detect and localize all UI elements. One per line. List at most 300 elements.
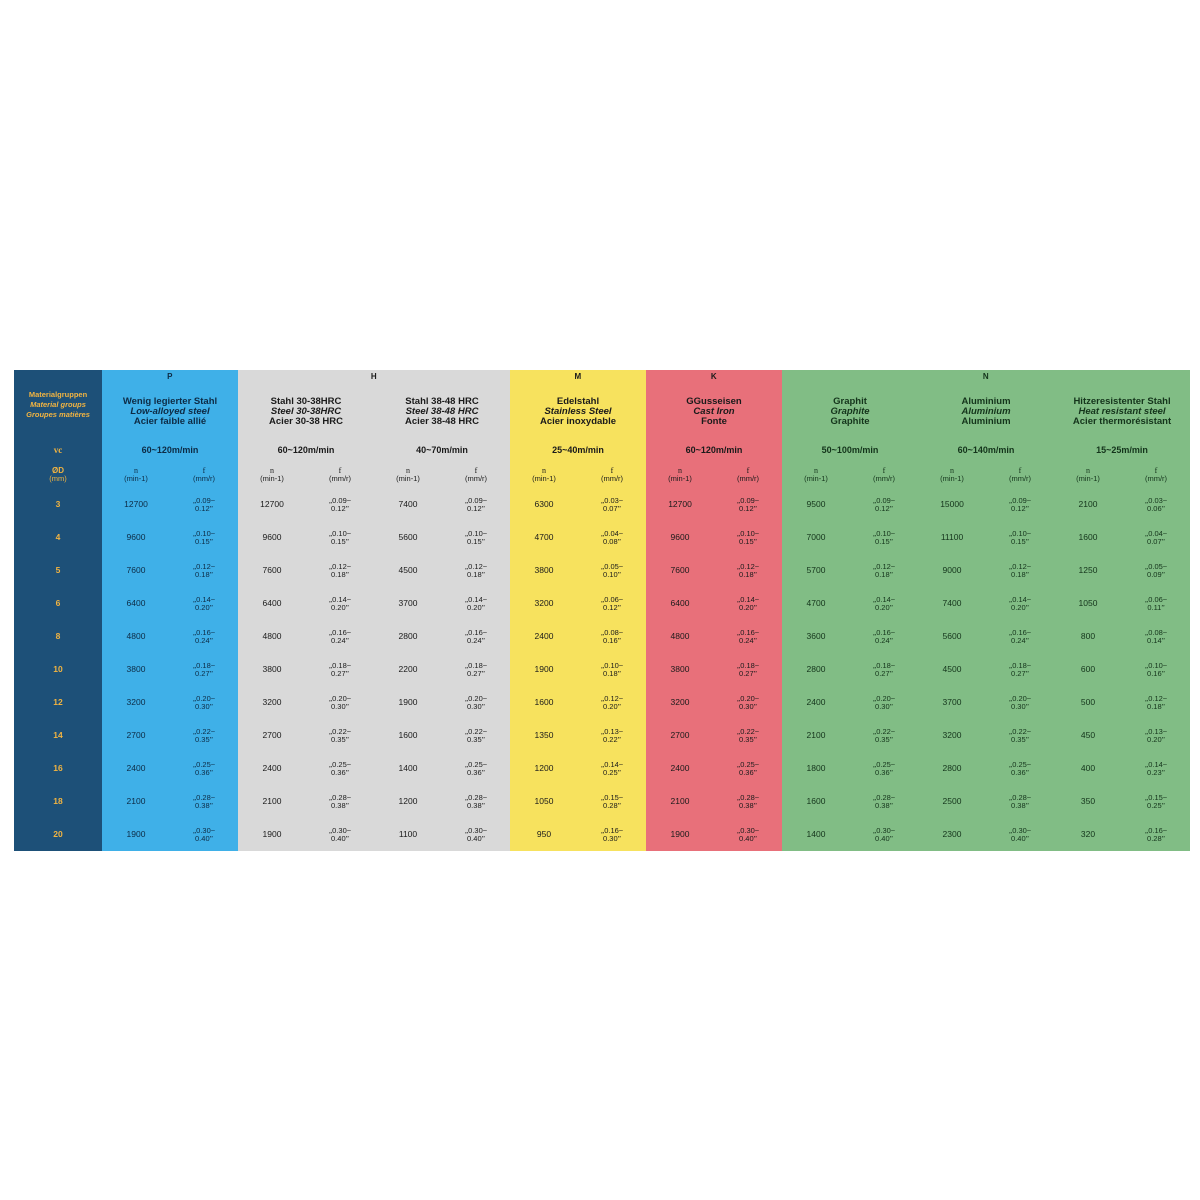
cell-n: 6400 <box>238 587 306 620</box>
cell-n: 2400 <box>102 752 170 785</box>
vc-value-aluminium: 60~140m/min <box>918 440 1054 462</box>
cell-f: „0.10~ 0.15” <box>986 521 1054 554</box>
unit-f-p <box>170 462 238 488</box>
group-name-fr: Acier 30-38 HRC <box>269 415 343 427</box>
group-letter-k: K <box>646 370 782 384</box>
cell-f: „0.10~ 0.16” <box>1122 653 1190 686</box>
cell-f: „0.14~ 0.20” <box>442 587 510 620</box>
cell-f: „0.18~ 0.27” <box>986 653 1054 686</box>
group-name-fr: Graphite <box>830 415 870 427</box>
group-name-fr: Acier 38-48 HRC <box>405 415 479 427</box>
group-name-aluminium <box>918 384 1054 440</box>
f-symbol: f <box>474 465 478 475</box>
cell-n: 5700 <box>782 554 850 587</box>
cell-n: 2800 <box>374 620 442 653</box>
group-name-en: Steel 38-48 HRC <box>405 406 479 418</box>
n-symbol: n <box>950 465 955 475</box>
group-name-de: Edelstahl <box>556 396 600 408</box>
cell-n: 4700 <box>782 587 850 620</box>
cell-n: 400 <box>1054 752 1122 785</box>
cell-f: „0.05~ 0.09” <box>1122 554 1190 587</box>
cell-f: „0.20~ 0.30” <box>714 686 782 719</box>
cell-f: „0.06~ 0.12” <box>578 587 646 620</box>
cell-f: „0.10~ 0.15” <box>442 521 510 554</box>
cell-n: 2200 <box>374 653 442 686</box>
cell-n: 1250 <box>1054 554 1122 587</box>
table-row <box>14 686 1190 719</box>
cell-n: 7600 <box>102 554 170 587</box>
cell-f: „0.18~ 0.27” <box>850 653 918 686</box>
n-symbol: n <box>814 465 819 475</box>
table-row <box>14 818 1190 851</box>
group-name-de: GGusseisen <box>686 396 742 408</box>
group-name-de: Hitzeresistenter Stahl <box>1073 396 1171 408</box>
cell-f: „0.12~ 0.18” <box>850 554 918 587</box>
cell-f: „0.16~ 0.24” <box>306 620 374 653</box>
cell-f: „0.04~ 0.07” <box>1122 521 1190 554</box>
cell-f: „0.30~ 0.40” <box>714 818 782 851</box>
group-name-en: Cast Iron <box>693 406 735 418</box>
f-unit: (mm/r) <box>464 474 488 484</box>
unit-n-steel-38-48 <box>374 462 442 488</box>
n-unit: (min-1) <box>804 474 828 484</box>
cell-f: „0.18~ 0.27” <box>170 653 238 686</box>
cell-f: „0.12~ 0.18” <box>442 554 510 587</box>
cell-f: „0.10~ 0.15” <box>306 521 374 554</box>
cell-n: 11100 <box>918 521 986 554</box>
cutting-speed-row <box>14 440 1190 462</box>
group-name-graphite <box>782 384 918 440</box>
group-name-steel-30-38hrc <box>238 384 374 440</box>
table-row <box>14 521 1190 554</box>
cell-n: 6400 <box>102 587 170 620</box>
table-row <box>14 653 1190 686</box>
row-diameter: 5 <box>14 554 102 587</box>
table-row <box>14 752 1190 785</box>
cell-f: „0.03~ 0.06” <box>1122 488 1190 521</box>
vc-value-p: 60~120m/min <box>102 440 238 462</box>
cell-n: 1900 <box>646 818 714 851</box>
cell-f: „0.08~ 0.16” <box>578 620 646 653</box>
cell-n: 2100 <box>782 719 850 752</box>
cell-n: 1600 <box>1054 521 1122 554</box>
cell-n: 5600 <box>374 521 442 554</box>
table-row <box>14 620 1190 653</box>
cell-n: 1600 <box>374 719 442 752</box>
cell-f: „0.28~ 0.38” <box>442 785 510 818</box>
n-symbol: n <box>270 465 274 475</box>
group-name-en: Aluminium <box>961 406 1011 418</box>
cutting-data-table <box>14 370 1190 851</box>
cell-f: „0.08~ 0.14” <box>1122 620 1190 653</box>
cell-n: 320 <box>1054 818 1122 851</box>
cell-n: 7400 <box>374 488 442 521</box>
group-name-de: Wenig legierter Stahl <box>122 396 218 408</box>
f-unit: (mm/r) <box>872 474 896 484</box>
diameter-symbol: ØD <box>52 465 64 475</box>
cell-n: 2400 <box>238 752 306 785</box>
cell-f: „0.10~ 0.15” <box>850 521 918 554</box>
units-row <box>14 462 1190 488</box>
unit-n-aluminium <box>918 462 986 488</box>
group-name-en: Graphite <box>830 406 870 418</box>
cell-n: 1200 <box>374 785 442 818</box>
cell-n: 4700 <box>510 521 578 554</box>
row-diameter: 14 <box>14 719 102 752</box>
cell-f: „0.10~ 0.15” <box>170 521 238 554</box>
cell-f: „0.15~ 0.28” <box>578 785 646 818</box>
cell-n: 9500 <box>782 488 850 521</box>
vc-value-cast-iron: 60~120m/min <box>646 440 782 462</box>
cell-f: „0.25~ 0.36” <box>306 752 374 785</box>
n-symbol: n <box>542 465 546 475</box>
cell-f: „0.12~ 0.18” <box>306 554 374 587</box>
group-name-steel-38-48hrc <box>374 384 510 440</box>
unit-n-steel-30-38 <box>238 462 306 488</box>
cell-n: 1900 <box>102 818 170 851</box>
row-diameter: 6 <box>14 587 102 620</box>
group-name-stainless-steel <box>510 384 646 440</box>
cell-n: 2100 <box>1054 488 1122 521</box>
cell-f: „0.28~ 0.38” <box>170 785 238 818</box>
unit-n-p <box>102 462 170 488</box>
unit-f-cast-iron <box>714 462 782 488</box>
cell-f: „0.28~ 0.38” <box>714 785 782 818</box>
cell-n: 7400 <box>918 587 986 620</box>
row-diameter: 12 <box>14 686 102 719</box>
diameter-header <box>14 462 102 488</box>
group-name-fr: Acier thermorésistant <box>1072 415 1172 427</box>
cell-f: „0.03~ 0.07” <box>578 488 646 521</box>
f-unit: (mm/r) <box>736 474 760 484</box>
cell-n: 9600 <box>102 521 170 554</box>
cell-f: „0.22~ 0.35” <box>442 719 510 752</box>
material-groups-de: Materialgruppen <box>28 389 88 399</box>
cell-f: „0.18~ 0.27” <box>442 653 510 686</box>
cell-n: 3200 <box>102 686 170 719</box>
cell-f: „0.22~ 0.35” <box>306 719 374 752</box>
cell-n: 1600 <box>510 686 578 719</box>
cell-n: 3800 <box>510 554 578 587</box>
cell-n: 1800 <box>782 752 850 785</box>
f-unit: (mm/r) <box>1144 474 1168 484</box>
n-symbol: n <box>406 465 410 475</box>
row-diameter: 18 <box>14 785 102 818</box>
cell-f: „0.18~ 0.27” <box>306 653 374 686</box>
cell-n: 3200 <box>238 686 306 719</box>
vc-value-stainless: 25~40m/min <box>510 440 646 462</box>
cell-n: 4800 <box>102 620 170 653</box>
n-symbol: n <box>678 465 683 475</box>
cell-f: „0.14~ 0.20” <box>850 587 918 620</box>
row-diameter: 16 <box>14 752 102 785</box>
cell-n: 1600 <box>782 785 850 818</box>
n-unit: (min-1) <box>124 474 148 484</box>
cell-n: 3800 <box>102 653 170 686</box>
cell-f: „0.30~ 0.40” <box>306 818 374 851</box>
group-name-en: Stainless Steel <box>544 406 612 418</box>
cell-f: „0.14~ 0.20” <box>170 587 238 620</box>
cell-f: „0.22~ 0.35” <box>986 719 1054 752</box>
diameter-unit: (mm) <box>49 474 67 484</box>
cell-f: „0.05~ 0.10” <box>578 554 646 587</box>
cell-f: „0.12~ 0.18” <box>1122 686 1190 719</box>
cell-f: „0.09~ 0.12” <box>170 488 238 521</box>
cell-n: 2400 <box>782 686 850 719</box>
group-letter-p: P <box>102 370 238 384</box>
row-diameter: 4 <box>14 521 102 554</box>
group-name-fr: Fonte <box>701 415 727 427</box>
cell-f: „0.09~ 0.12” <box>442 488 510 521</box>
cell-f: „0.14~ 0.20” <box>306 587 374 620</box>
cell-n: 3700 <box>918 686 986 719</box>
group-name-de: Stahl 30-38HRC <box>270 396 342 408</box>
row-diameter: 8 <box>14 620 102 653</box>
cell-n: 12700 <box>102 488 170 521</box>
cell-f: „0.09~ 0.12” <box>306 488 374 521</box>
cell-f: „0.30~ 0.40” <box>850 818 918 851</box>
cell-f: „0.22~ 0.35” <box>714 719 782 752</box>
cell-f: „0.04~ 0.08” <box>578 521 646 554</box>
unit-f-steel-30-38 <box>306 462 374 488</box>
group-name-low-alloyed-steel <box>102 384 238 440</box>
cell-n: 3200 <box>918 719 986 752</box>
cell-f: „0.10~ 0.15” <box>714 521 782 554</box>
cell-f: „0.16~ 0.24” <box>986 620 1054 653</box>
cell-n: 3700 <box>374 587 442 620</box>
cell-n: 5600 <box>918 620 986 653</box>
group-name-de: Graphit <box>833 396 867 408</box>
cell-f: „0.20~ 0.30” <box>850 686 918 719</box>
cell-f: „0.30~ 0.40” <box>986 818 1054 851</box>
cell-n: 2300 <box>918 818 986 851</box>
cell-f: „0.14~ 0.20” <box>714 587 782 620</box>
cell-n: 1400 <box>782 818 850 851</box>
cell-n: 350 <box>1054 785 1122 818</box>
n-unit: (min-1) <box>940 474 964 484</box>
cell-f: „0.15~ 0.25” <box>1122 785 1190 818</box>
cell-n: 15000 <box>918 488 986 521</box>
table-row <box>14 554 1190 587</box>
cell-f: „0.20~ 0.30” <box>442 686 510 719</box>
cell-n: 1900 <box>238 818 306 851</box>
cell-f: „0.20~ 0.30” <box>306 686 374 719</box>
cell-f: „0.20~ 0.30” <box>170 686 238 719</box>
cell-f: „0.14~ 0.25” <box>578 752 646 785</box>
n-symbol: n <box>134 465 138 475</box>
unit-f-aluminium <box>986 462 1054 488</box>
cell-n: 3200 <box>646 686 714 719</box>
cell-f: „0.06~ 0.11” <box>1122 587 1190 620</box>
material-groups-header <box>14 370 102 440</box>
cell-f: „0.12~ 0.18” <box>170 554 238 587</box>
unit-n-cast-iron <box>646 462 714 488</box>
row-diameter: 10 <box>14 653 102 686</box>
unit-f-steel-38-48 <box>442 462 510 488</box>
cell-n: 6300 <box>510 488 578 521</box>
group-name-fr: Aluminium <box>961 415 1011 427</box>
unit-f-heat-resistant <box>1122 462 1190 488</box>
cell-f: „0.28~ 0.38” <box>986 785 1054 818</box>
cell-n: 2500 <box>918 785 986 818</box>
cell-n: 1900 <box>510 653 578 686</box>
cell-n: 2700 <box>102 719 170 752</box>
unit-n-heat-resistant <box>1054 462 1122 488</box>
cell-n: 2100 <box>238 785 306 818</box>
cell-n: 3200 <box>510 587 578 620</box>
cell-n: 500 <box>1054 686 1122 719</box>
cell-f: „0.25~ 0.36” <box>442 752 510 785</box>
cell-f: „0.16~ 0.24” <box>442 620 510 653</box>
cell-f: „0.25~ 0.36” <box>986 752 1054 785</box>
row-diameter: 20 <box>14 818 102 851</box>
n-unit: (min-1) <box>668 474 692 484</box>
table-row <box>14 488 1190 521</box>
cell-f: „0.25~ 0.36” <box>850 752 918 785</box>
group-letter-m: M <box>510 370 646 384</box>
f-symbol: f <box>202 465 206 475</box>
group-name-de: Aluminium <box>961 396 1011 408</box>
cell-f: „0.16~ 0.28” <box>1122 818 1190 851</box>
cell-n: 800 <box>1054 620 1122 653</box>
cell-f: „0.12~ 0.18” <box>714 554 782 587</box>
cell-f: „0.12~ 0.18” <box>986 554 1054 587</box>
cell-n: 1100 <box>374 818 442 851</box>
unit-n-stainless <box>510 462 578 488</box>
f-unit: (mm/r) <box>1008 474 1032 484</box>
cell-f: „0.25~ 0.36” <box>714 752 782 785</box>
n-unit: (min-1) <box>260 474 284 484</box>
cell-f: „0.20~ 0.30” <box>986 686 1054 719</box>
unit-f-stainless <box>578 462 646 488</box>
cell-n: 9000 <box>918 554 986 587</box>
n-unit: (min-1) <box>396 474 420 484</box>
cell-n: 6400 <box>646 587 714 620</box>
cell-n: 1200 <box>510 752 578 785</box>
cell-n: 7600 <box>238 554 306 587</box>
vc-value-heat-resistant: 15~25m/min <box>1054 440 1190 462</box>
cell-n: 1050 <box>510 785 578 818</box>
f-symbol: f <box>338 465 342 475</box>
cell-n: 2400 <box>510 620 578 653</box>
cell-f: „0.13~ 0.20” <box>1122 719 1190 752</box>
cell-n: 3800 <box>646 653 714 686</box>
f-unit: (mm/r) <box>600 474 624 484</box>
group-letter-row <box>14 370 1190 384</box>
row-diameter: 3 <box>14 488 102 521</box>
n-symbol: n <box>1086 465 1091 475</box>
cell-n: 4500 <box>918 653 986 686</box>
f-symbol: f <box>610 465 614 475</box>
cell-n: 2400 <box>646 752 714 785</box>
group-name-row <box>14 384 1190 440</box>
group-name-fr: Acier inoxydable <box>539 415 617 427</box>
cell-n: 4800 <box>238 620 306 653</box>
cell-n: 9600 <box>646 521 714 554</box>
cell-f: „0.28~ 0.38” <box>850 785 918 818</box>
vc-value-steel-38-48: 40~70m/min <box>374 440 510 462</box>
group-name-en: Steel 30-38HRC <box>270 406 342 418</box>
f-unit: (mm/r) <box>328 474 352 484</box>
cell-f: „0.16~ 0.30” <box>578 818 646 851</box>
cell-f: „0.28~ 0.38” <box>306 785 374 818</box>
cell-n: 1050 <box>1054 587 1122 620</box>
f-symbol: f <box>1154 465 1158 475</box>
cell-f: „0.12~ 0.20” <box>578 686 646 719</box>
n-unit: (min-1) <box>1076 474 1100 484</box>
cell-n: 2800 <box>918 752 986 785</box>
cell-f: „0.09~ 0.12” <box>986 488 1054 521</box>
cell-f: „0.22~ 0.35” <box>170 719 238 752</box>
cell-f: „0.14~ 0.23” <box>1122 752 1190 785</box>
f-symbol: f <box>746 465 750 475</box>
cell-f: „0.10~ 0.18” <box>578 653 646 686</box>
cell-f: „0.30~ 0.40” <box>170 818 238 851</box>
cell-n: 3600 <box>782 620 850 653</box>
cell-f: „0.25~ 0.36” <box>170 752 238 785</box>
unit-f-graphite <box>850 462 918 488</box>
cell-n: 950 <box>510 818 578 851</box>
vc-symbol-cell <box>14 440 102 462</box>
n-unit: (min-1) <box>532 474 556 484</box>
group-name-cast-iron <box>646 384 782 440</box>
cutting-data-table-sheet <box>14 370 1186 851</box>
cell-f: „0.09~ 0.12” <box>850 488 918 521</box>
vc-symbol: vc <box>53 445 63 456</box>
cell-f: „0.18~ 0.27” <box>714 653 782 686</box>
cell-f: „0.30~ 0.40” <box>442 818 510 851</box>
cell-n: 12700 <box>646 488 714 521</box>
vc-value-graphite: 50~100m/min <box>782 440 918 462</box>
cell-f: „0.22~ 0.35” <box>850 719 918 752</box>
group-name-en: Low-alloyed steel <box>130 406 210 418</box>
cell-n: 2700 <box>238 719 306 752</box>
f-unit: (mm/r) <box>192 474 216 484</box>
cell-n: 1400 <box>374 752 442 785</box>
cell-f: „0.13~ 0.22” <box>578 719 646 752</box>
f-symbol: f <box>1018 465 1022 475</box>
material-groups-fr: Groupes matières <box>26 410 90 420</box>
cell-n: 1350 <box>510 719 578 752</box>
group-name-en: Heat resistant steel <box>1078 406 1166 418</box>
material-groups-en: Material groups <box>30 399 86 409</box>
cell-n: 12700 <box>238 488 306 521</box>
cell-n: 4800 <box>646 620 714 653</box>
group-name-de: Stahl 38-48 HRC <box>405 396 479 408</box>
cell-n: 4500 <box>374 554 442 587</box>
cell-f: „0.09~ 0.12” <box>714 488 782 521</box>
cell-n: 3800 <box>238 653 306 686</box>
cell-n: 1900 <box>374 686 442 719</box>
table-row <box>14 785 1190 818</box>
table-row <box>14 587 1190 620</box>
unit-n-graphite <box>782 462 850 488</box>
group-letter-n: N <box>782 370 1190 384</box>
cell-n: 2100 <box>102 785 170 818</box>
f-symbol: f <box>882 465 886 475</box>
cell-n: 2100 <box>646 785 714 818</box>
group-name-heat-resistant-steel <box>1054 384 1190 440</box>
cell-f: „0.16~ 0.24” <box>714 620 782 653</box>
cell-n: 600 <box>1054 653 1122 686</box>
cell-n: 2700 <box>646 719 714 752</box>
cell-n: 7000 <box>782 521 850 554</box>
cell-f: „0.14~ 0.20” <box>986 587 1054 620</box>
table-row <box>14 719 1190 752</box>
cell-f: „0.16~ 0.24” <box>850 620 918 653</box>
group-name-fr: Acier faible allié <box>133 415 207 427</box>
cell-n: 9600 <box>238 521 306 554</box>
